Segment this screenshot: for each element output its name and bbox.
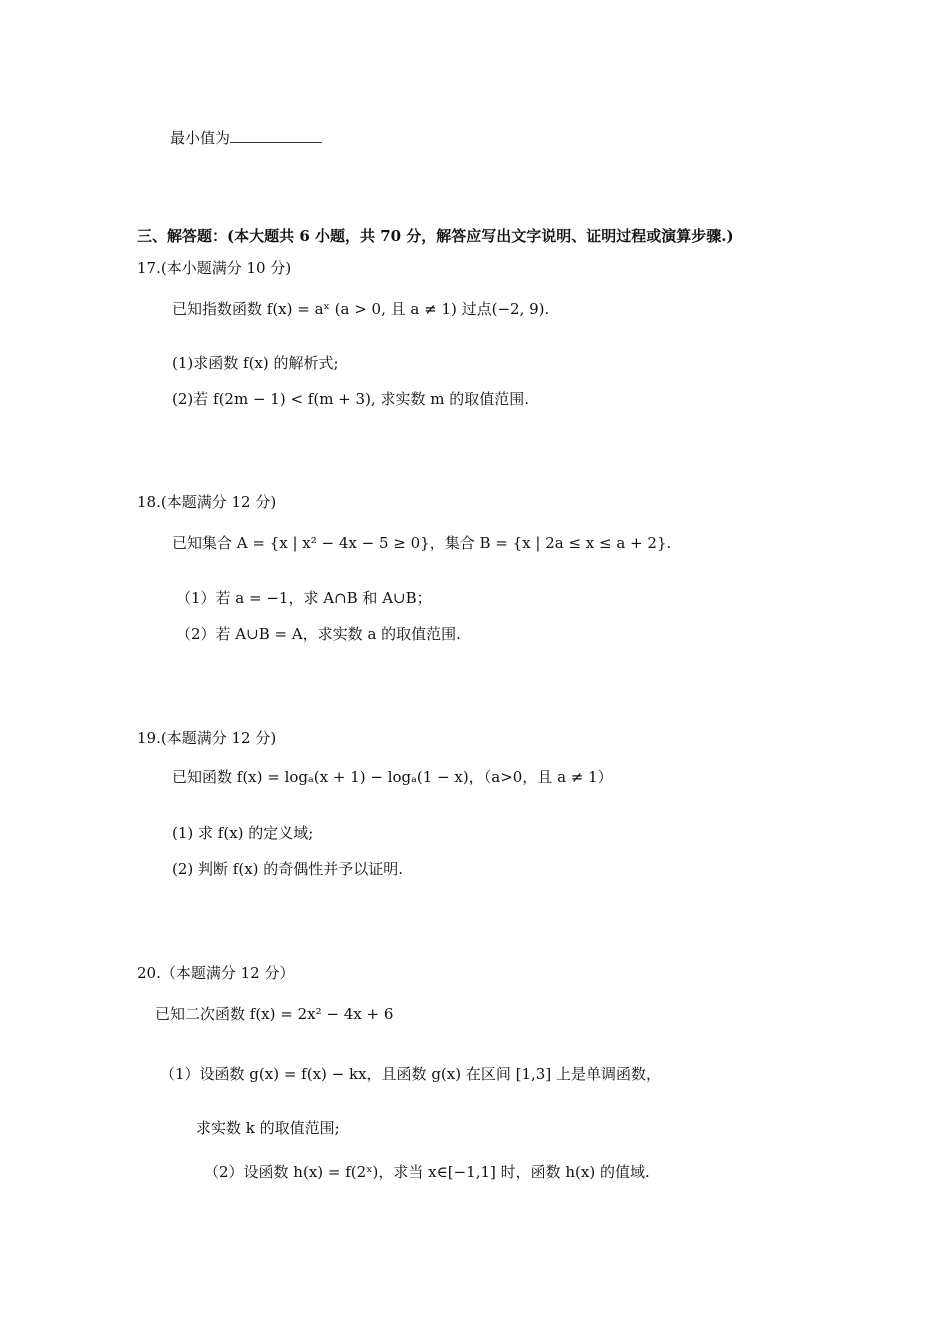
problem-19-part-1: (1) 求 f(x) 的定义域; [172,824,314,842]
problem-19-part-2: (2) 判断 f(x) 的奇偶性并予以证明. [172,860,404,878]
answer-blank [230,128,322,143]
problem-20-stem: 已知二次函数 f(x) = 2x² − 4x + 6 [155,1005,394,1023]
problem-17-part-1: (1)求函数 f(x) 的解析式; [172,354,339,372]
problem-20-header: 20.（本题满分 12 分） [137,964,295,982]
problem-20-part-1-cont: 求实数 k 的取值范围; [196,1119,340,1137]
problem-20-part-2: （2）设函数 h(x) = f(2ˣ)，求当 x∈[−1,1] 时，函数 h(x) 的值域. [204,1163,650,1181]
problem-17-header: 17.(本小题满分 10 分) [137,259,292,277]
section-heading: 三、解答题：(本大题共 6 小题，共 70 分，解答应写出文字说明、证明过程或演算步骤.) [137,227,734,245]
problem-17-stem: 已知指数函数 f(x) = aˣ (a > 0, 且 a ≠ 1) 过点(−2, 9). [172,300,550,318]
problem-20-part-1: （1）设函数 g(x) = f(x) − kx，且函数 g(x) 在区间 [1,3] 上是单调函数， [160,1065,661,1083]
top-line [170,128,322,148]
problem-17-part-2: (2)若 f(2m − 1) < f(m + 3), 求实数 m 的取值范围. [172,390,529,408]
problem-18-stem: 已知集合 A = {x | x² − 4x − 5 ≥ 0}，集合 B = {x | 2a ≤ x ≤ a + 2}. [172,534,672,552]
min-value-label: 最小值为 [170,129,231,147]
problem-18-part-1: （1）若 a = −1，求 A∩B 和 A∪B； [176,589,432,607]
problem-18-header: 18.(本题满分 12 分) [137,493,277,511]
problem-19-stem: 已知函数 f(x) = logₐ(x + 1) − logₐ(1 − x)，（a>0，且 a ≠ 1） [172,768,613,786]
problem-19-header: 19.(本题满分 12 分) [137,729,277,747]
problem-18-part-2: （2）若 A∪B = A，求实数 a 的取值范围. [176,625,461,643]
